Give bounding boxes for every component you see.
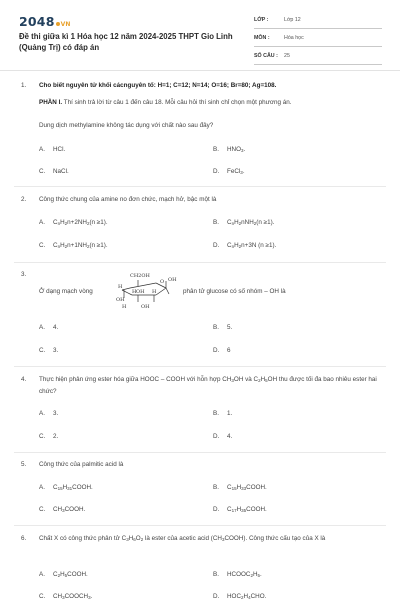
option-b[interactable]: B. $HNO_3$.: [213, 146, 246, 153]
question-divider: [14, 366, 386, 367]
label-oh: OH: [136, 289, 145, 295]
question-5-text: Công thức của palmitic acid là: [39, 461, 124, 468]
glucose-ring-structure: [108, 268, 180, 314]
site-logo[interactable]: 2048 VN: [19, 14, 71, 29]
option-d[interactable]: D. FeCl$_3$.: [213, 168, 245, 175]
question-3-text-before: Ở dạng mạch vòng: [39, 288, 93, 295]
option-c[interactable]: C. 2.: [39, 433, 59, 440]
option-d[interactable]: D. 4.: [213, 433, 233, 440]
option-c[interactable]: C. NaCl.: [39, 168, 69, 175]
label-h: H: [122, 304, 127, 310]
option-a[interactable]: A. 3.: [39, 410, 59, 417]
option-b[interactable]: B. 1.: [213, 410, 233, 417]
option-a[interactable]: A. $C_{15}H_{31}COOH$.: [39, 484, 93, 491]
option-a[interactable]: A. 4.: [39, 324, 59, 331]
label-oh: OH: [168, 277, 177, 283]
option-b[interactable]: B. 5.: [213, 324, 233, 331]
meta-subject: MÔN : Hóa học: [254, 32, 382, 47]
label-h: H: [118, 284, 123, 290]
question-divider: [14, 186, 386, 187]
exam-meta: [254, 14, 382, 68]
option-a[interactable]: A. HCl.: [39, 146, 66, 153]
label-o: O: [160, 279, 165, 285]
option-d[interactable]: D. $C_{17}H_{35}COOH$.: [213, 506, 267, 513]
label-oh: OH: [116, 297, 125, 303]
question-1-text: Dung dịch methylamine không tác dụng với chất nào sau đây?: [39, 122, 214, 129]
question-1-part: PHẦN I. Thí sinh trả lời từ câu 1 đến câu 18. Mỗi câu hỏi thí sinh chỉ chọn một phương án.: [39, 99, 292, 106]
label-h: H: [132, 289, 137, 295]
question-divider: [14, 262, 386, 263]
option-c[interactable]: C. 3.: [39, 347, 59, 354]
question-divider: [14, 452, 386, 453]
label-oh: OH: [141, 304, 150, 310]
meta-question-count: SỐ CÂU : 25: [254, 50, 382, 65]
question-6-text: Chất X có công thức phân tử $C_3H_6O_2$ là ester của acetic acid $(CH_3COOH)$. Công thức cấu tạo của X là: [39, 535, 326, 542]
option-d[interactable]: D. $C_nH_2n+3N$ (n ≥1).: [213, 242, 277, 249]
option-b[interactable]: B. $HCOOC_2H_5$.: [213, 571, 262, 578]
option-c[interactable]: C. $C_nH_2n+1NH_2(n \ge 1)$.: [39, 242, 108, 249]
question-3-text-after: phân tử glucose có số nhóm – OH là: [183, 288, 286, 295]
question-4-text: Thực hiện phản ứng ester hóa giữa HOOC – COOH với hỗn hợp $CH_3OH$ và $C_2H_5OH$ thu được tối đa bao nhiêu ester hai chức?: [39, 376, 377, 395]
option-b[interactable]: B. $C_nH_2nNH_2(n \ge 1)$.: [213, 219, 275, 226]
question-divider: [14, 525, 386, 526]
header-divider: [0, 70, 400, 71]
meta-class: LỚP : Lớp 12: [254, 14, 382, 29]
option-b[interactable]: B. $C_{15}H_{33}COOH$.: [213, 484, 267, 491]
option-d[interactable]: D. 6: [213, 347, 231, 354]
option-c[interactable]: C. $CH_3COOCH_3$.: [39, 593, 93, 600]
label-ch2oh: CH2OH: [130, 273, 150, 279]
question-1-intro: Cho biết nguyên tử khối cácnguyên tố: H=1; C=12; N=14; O=16; Br=80; Ag=108.: [39, 82, 277, 89]
document-title: Đề thi giữa kì 1 Hóa học 12 năm 2024-2025 THPT Gio Linh (Quảng Trị) có đáp án: [19, 32, 233, 52]
label-h: H: [152, 289, 157, 295]
option-d[interactable]: D. $HOC_2H_4CHO$.: [213, 593, 267, 600]
option-c[interactable]: C. $CH_3COOH$.: [39, 506, 86, 513]
question-2-text: Công thức chung của amine no đơn chức, mạch hở, bậc một là: [39, 196, 217, 203]
page-header: [0, 0, 400, 66]
option-a[interactable]: A. $C_nH_2n+2NH_2(n \ge 1)$.: [39, 219, 108, 226]
exam-page: 2048 VN Đề thi giữa kì 1 Hóa học 12 năm 2024-2025 THPT Gio Linh (Quảng Trị) có đáp án LỚP : Lớp 12 MÔN : Hóa học SỐ CÂU : 25 1. Cho biết nguyên tử khối cácnguyên tố: H=1; C=12; N=14; O=16; Br=80; Ag=108. PHẦN I. Thí sinh trả lời từ câu 1 đến câu 18. Mỗi câu hỏi thí sinh chỉ chọn một phương án. Dung dịch methylamine không tác dụng với chất nào sau đây? A. HCl. B. $HNO_3$. C. NaCl. D. FeCl$_3$. 2. Công thức chung của amine no đơn chức, mạch hở, bậc một là A. $C_nH_2n+2NH_2(n \ge 1)$. B. $C_nH_2nNH_2(n \ge 1)$. C. $C_nH_2n+1NH_2(n \ge 1)$. D. $C_nH_2n+3N$ (n ≥1). 3. Ở dạng mạch vòng phân tử glucose có số nhóm – OH là CH2OH H O OH H OH H OH H OH A. 4. B. 5. C. 3. D. 6 4. Thực hiện phản ứng ester hóa giữa HOOC – COOH với hỗn hợp $CH_3OH$ và $C_2H_5OH$ thu được tối đa bao nhiêu ester hai chức? A. 3. B. 1. C. 2. D. 4. 5. Công thức của palmitic acid là A. $C_{15}H_{31}COOH$. B. $C_{15}H_{33}COOH$. C. $CH_3COOH$. D. $C_{17}H_{35}COOH$. 6. Chất X có công thức phân tử $C_3H_6O_2$ là ester của acetic acid $(CH_3COOH)$. Công thức cấu tạo của X là A. $C_2H_5COOH$. B. $HCOOC_2H_5$. C. $CH_3COOCH_3$. D. $HOC_2H_4CHO$.: [0, 0, 400, 600]
option-a[interactable]: A. $C_2H_5COOH$.: [39, 571, 88, 578]
